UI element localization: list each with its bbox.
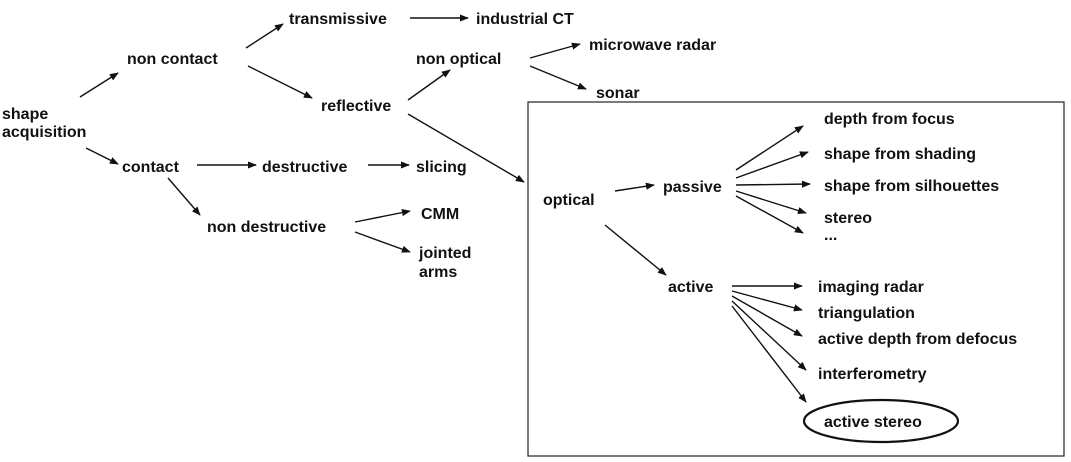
node-interferometry: interferometry bbox=[818, 366, 927, 383]
node-non-optical: non optical bbox=[416, 51, 502, 68]
node-shape-from-silhouettes: shape from silhouettes bbox=[824, 178, 1000, 195]
optical-region-box bbox=[528, 102, 1064, 456]
node-optical: optical bbox=[543, 192, 595, 209]
node-cmm: CMM bbox=[421, 206, 460, 223]
node-active-stereo: active stereo bbox=[824, 414, 922, 431]
node-sonar: sonar bbox=[596, 85, 640, 102]
edge-passive-shapefromshading bbox=[736, 152, 808, 178]
edge-active-interferometry bbox=[732, 301, 806, 370]
node-jointed: jointed bbox=[419, 245, 472, 262]
node-shape: shape bbox=[2, 106, 49, 123]
node-stereo: stereo bbox=[824, 210, 873, 227]
edge-active-activestereo bbox=[732, 306, 806, 402]
edge-nondestructive-jointedarms bbox=[355, 232, 410, 252]
node-reflective: reflective bbox=[321, 98, 392, 115]
edge-nondestructive-cmm bbox=[355, 211, 410, 222]
edge-nonoptical-sonar bbox=[530, 66, 586, 89]
node-non-contact: non contact bbox=[127, 51, 218, 68]
node-transmissive: transmissive bbox=[289, 11, 387, 28]
node-triangulation: triangulation bbox=[818, 305, 915, 322]
node-industrial-ct: industrial CT bbox=[476, 11, 574, 28]
edge-acq-contact bbox=[86, 148, 118, 164]
node-passive: passive bbox=[663, 179, 722, 196]
edge-active-triangulation bbox=[732, 291, 802, 310]
node-microwave-radar: microwave radar bbox=[589, 37, 717, 54]
node-active-depth-from-defocus: active depth from defocus bbox=[818, 331, 1018, 348]
edge-passive-depthfromfocus bbox=[736, 126, 803, 170]
edge-reflective-nonoptical bbox=[408, 70, 450, 100]
edge-optical-active bbox=[605, 225, 666, 275]
edge-optical-passive bbox=[615, 185, 654, 191]
node-destructive: destructive bbox=[262, 159, 348, 176]
node-imaging-radar: imaging radar bbox=[818, 279, 924, 296]
node-non-destructive: non destructive bbox=[207, 219, 327, 236]
node-active: active bbox=[668, 279, 714, 296]
node-depth-from-focus: depth from focus bbox=[824, 111, 955, 128]
node-shape-from-shading: shape from shading bbox=[824, 146, 977, 163]
edge-active-activedepthfromdefocus bbox=[732, 296, 802, 336]
edge-contact-nondestructive bbox=[168, 178, 200, 215]
node-passive-more: ... bbox=[824, 227, 838, 244]
node-acquisition: acquisition bbox=[2, 124, 87, 141]
node-arms: arms bbox=[419, 264, 458, 281]
edge-noncontact-transmissive bbox=[246, 24, 283, 48]
node-slicing: slicing bbox=[416, 159, 467, 176]
edge-passive-shapefromsilhouettes bbox=[736, 184, 810, 185]
edge-noncontact-reflective bbox=[248, 66, 312, 98]
edge-nonoptical-microwaveradar bbox=[530, 44, 580, 58]
edge-acq-noncontact bbox=[80, 73, 118, 97]
node-contact: contact bbox=[122, 159, 179, 176]
